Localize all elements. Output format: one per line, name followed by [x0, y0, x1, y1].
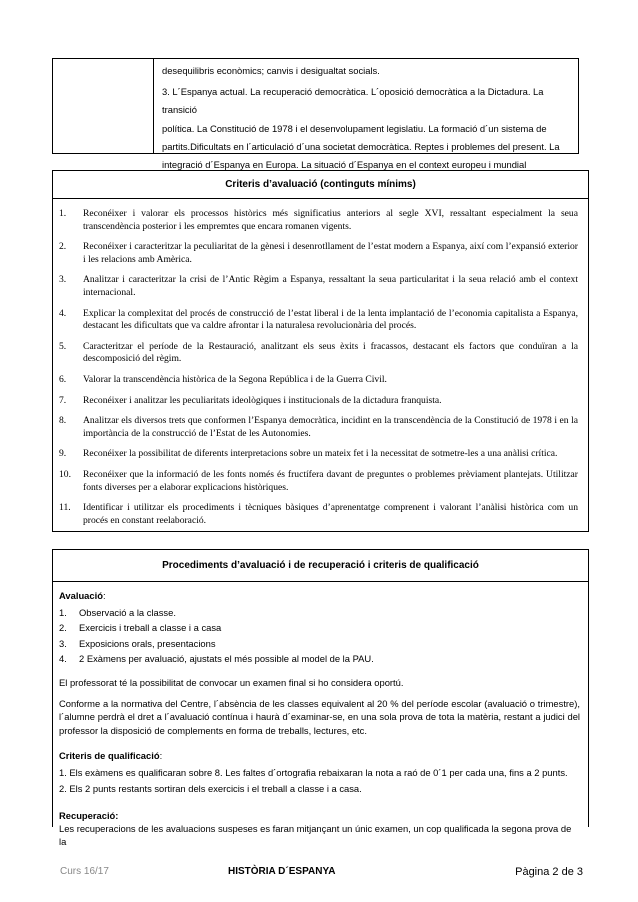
list-item: [59, 241, 578, 266]
list-item: [59, 308, 578, 333]
absence-note: Conforme a la normativa del Centre, l´absència de les classes equivalent al 20 % del període escolar (avaluació o trimestre), l´alumne perdrà el dret a l´avaluació contínua i haurà d´examinar-se, en una sola prova de tota la matèria, restant a judici del professor la disposició de complements en forma de treballs, lectures, etc.: [59, 698, 580, 736]
item-number: 1.: [59, 208, 67, 219]
item-text: Identificar i utilitzar els procediments i tècniques bàsiques d’aprenentatge comprenent i valorant l’anàlisi històrica com un procés en constant reelaboració.: [83, 502, 578, 526]
item-number: 8.: [59, 415, 67, 427]
qualification-item: 1. Els exàmens es qualificaran sobre 8. Les faltes d´ortografia rebaixaran la nota a raó de 0´1 per cada una, fins a 2 punts.: [59, 767, 568, 779]
list-item: [59, 651, 580, 666]
item-number: 10.: [59, 468, 71, 480]
item-number: 4.: [59, 652, 67, 664]
evaluation-label: Avaluació: [59, 590, 103, 601]
content-table-continuation: [52, 58, 579, 171]
item-number: 5.: [59, 340, 67, 352]
list-item: [59, 208, 578, 233]
list-item: [59, 341, 578, 366]
list-item: [59, 605, 580, 620]
qualification-heading: [59, 749, 580, 762]
item-text: Analitzar els diversos trets que conformen l’Espanya democràtica, incidint en la transcendència de la Constitució de 1978 i en la importància de la construcció de l’Estat de les Autonomies.: [83, 415, 578, 439]
item-text: 2 Exàmens per avaluació, ajustats el més possible al model de la PAU.: [79, 652, 374, 664]
criteria-list: [53, 199, 588, 527]
item-text: Reconéixer la possibilitat de diferents interpretacions sobre un mateix fet i la necessitat de sotmetre-les a una anàlisi crítica.: [83, 448, 558, 460]
procedures-section: [52, 549, 589, 848]
evaluation-heading: [59, 589, 580, 602]
procedures-title: Procediments d’avaluació i de recuperació i criteris de qualificació: [53, 550, 588, 582]
footer-subject: HISTÒRIA D´ESPANYA: [228, 866, 336, 877]
recovery-heading: Recuperació:: [59, 810, 119, 822]
list-item: [59, 448, 578, 461]
list-item: [59, 374, 578, 387]
list-item: [59, 274, 578, 299]
page-footer: [52, 866, 589, 880]
item-number: 11.: [59, 502, 71, 514]
item-text: Exercicis i treball a classe i a casa: [79, 622, 222, 634]
list-item: [59, 395, 578, 408]
content-line: política. La Constitució de 1978 i el desenvolupament legislatiu. La formació d´un sistema de: [162, 122, 547, 134]
item-number: 9.: [59, 448, 67, 460]
item-number: 6.: [59, 373, 67, 385]
item-number: 4.: [59, 307, 67, 319]
table-empty-cell: [53, 59, 154, 153]
qualification-item: 2. Els 2 punts restants sortiran dels exercicis i el treball a classe i a casa.: [59, 783, 362, 795]
recovery-text: Les recuperacions de les avaluacions suspeses es faran mitjançant un únic examen, un cop qualificada la segona prova de la: [59, 823, 572, 848]
list-item: [59, 469, 578, 494]
item-text: Caracteritzar el període de la Restauració, analitzant els seus èxits i fracassos, destacant els factors que conduïran a la descomposició del règim.: [83, 340, 578, 365]
criteria-section: [52, 170, 589, 532]
evaluation-colon: :: [102, 590, 106, 601]
item-text: Valorar la transcendència històrica de la Segona República i de la Guerra Civil.: [83, 373, 387, 385]
content-line: integració d´Espanya en Europa. La situació d´Espanya en el context europeu i mundial: [162, 159, 527, 171]
content-cell: [154, 59, 578, 171]
item-text: Reconéixer i caracteritzar la peculiaritat de la gènesi i desenrotllament de l’estat modern a Espanya, així com l’expansió exterior i les relacions amb Amèrica.: [83, 241, 578, 265]
item-text: Reconéixer i valorar els processos històrics més significatius anteriors al segle XVI, ressaltant especialment la seua transcendència posterior i les empremtes que encara romanen vigents.: [83, 208, 578, 232]
item-number: 3.: [59, 274, 67, 286]
content-line: 3. L´Espanya actual. La recuperació democràtica. L´oposició democràtica a la Dictadura. La transició: [162, 86, 544, 116]
item-text: Analitzar i caracteritzar la crisi de l’Antic Règim a Espanya, ressaltant la seua particularitat i la seua relació amb el context internacional.: [83, 274, 578, 298]
item-number: 7.: [59, 394, 67, 406]
footer-page-number: Pàgina 2 de 3: [515, 866, 583, 878]
qualification-colon: :: [159, 749, 163, 761]
criteria-title: Criteris d’avaluació (continguts mínims): [53, 171, 588, 199]
list-item: [59, 620, 580, 635]
list-item: [59, 502, 578, 527]
item-number: 2.: [59, 622, 67, 634]
qualification-label: Criteris de qualificació: [59, 749, 160, 761]
item-text: Exposicions orals, presentacions: [79, 637, 216, 649]
evaluation-list: [59, 605, 580, 666]
procedures-body: [53, 582, 588, 849]
item-text: Reconéixer i analitzar les peculiaritats ideològiques i institucionals de la dictadura franquista.: [83, 394, 442, 406]
content-line: desequilibris econòmics; canvis i desigualtat socials.: [162, 65, 380, 76]
item-text: Observació a la classe.: [79, 607, 176, 619]
item-text: Reconéixer que la informació de les fonts només és fructífera davant de preguntes o problemes prèviament plantejats. Utilitzar fonts diverses per a elaborar explicacions històriques.: [83, 468, 578, 493]
item-number: 3.: [59, 637, 67, 649]
content-line: partits.Dificultats en l´articulació d´una societat democràtica. Reptes i problemes del present. La: [162, 140, 560, 152]
list-item: [59, 415, 578, 440]
item-number: 1.: [59, 607, 67, 619]
list-item: [59, 636, 580, 651]
item-number: 2.: [59, 241, 67, 253]
footer-course: Curs 16/17: [60, 866, 109, 877]
final-exam-note: El professorat té la possibilitat de convocar un examen final si ho considera oportú.: [59, 677, 404, 689]
item-text: Explicar la complexitat del procés de construcció de l’estat liberal i de la lenta implantació de l’economia capitalista a Espanya, destacant les dificultats que va caldre afrontar i la naturalesa revolucionària del procés.: [83, 307, 578, 332]
